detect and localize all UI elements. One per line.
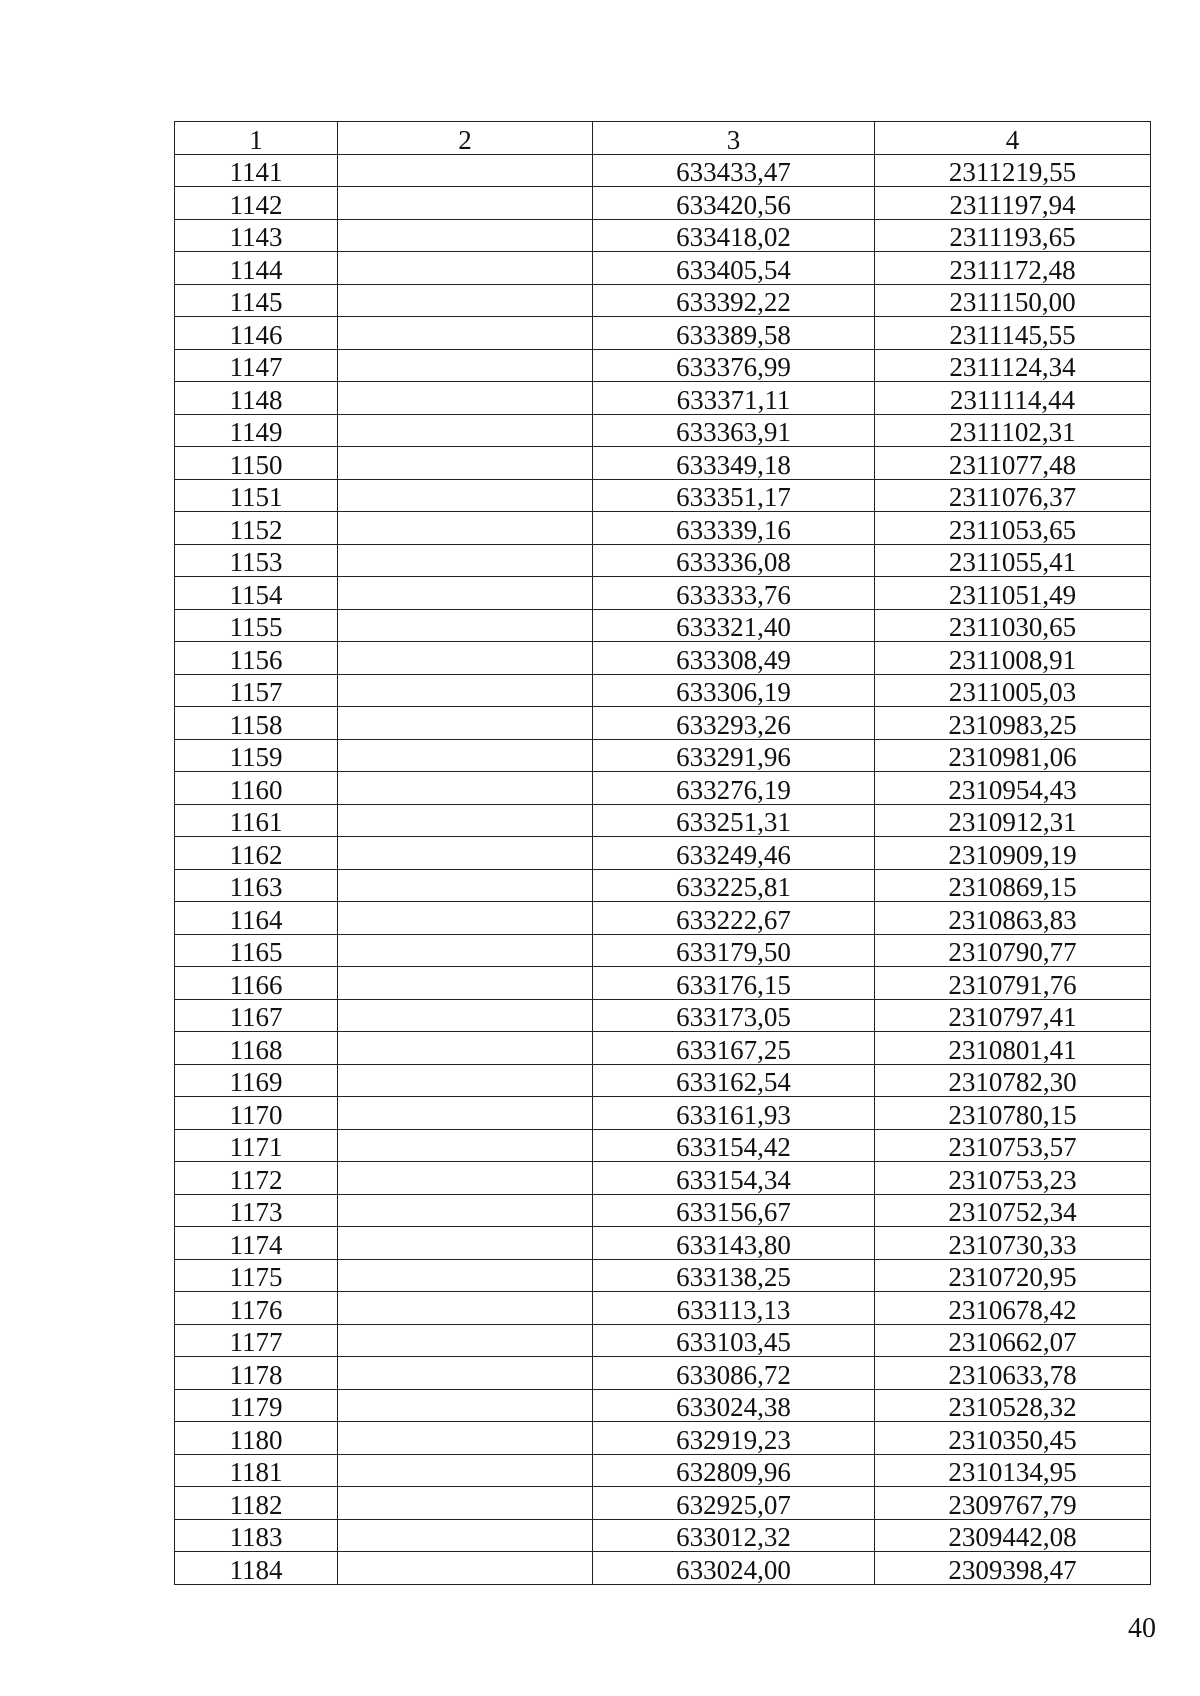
table-cell-col-2 bbox=[338, 642, 593, 675]
table-cell-col-1: 1181 bbox=[175, 1454, 338, 1487]
table-cell-col-1: 1184 bbox=[175, 1552, 338, 1585]
table-cell-col-1: 1159 bbox=[175, 739, 338, 772]
table-cell-col-2 bbox=[338, 577, 593, 610]
table-cell-col-3: 633392,22 bbox=[593, 284, 875, 317]
table-cell-col-1: 1177 bbox=[175, 1324, 338, 1357]
table-row bbox=[175, 707, 1151, 740]
table-cell-col-4: 2311197,94 bbox=[875, 187, 1151, 220]
table-cell-col-2 bbox=[338, 869, 593, 902]
table-row bbox=[175, 934, 1151, 967]
table-cell-col-3: 633339,16 bbox=[593, 512, 875, 545]
table-cell-col-3: 633371,11 bbox=[593, 382, 875, 415]
table-cell-col-4: 2309398,47 bbox=[875, 1552, 1151, 1585]
table-cell-col-1: 1141 bbox=[175, 154, 338, 187]
table-row bbox=[175, 284, 1151, 317]
table-cell-col-3: 633306,19 bbox=[593, 674, 875, 707]
table-cell-col-1: 1180 bbox=[175, 1422, 338, 1455]
table-row bbox=[175, 252, 1151, 285]
table-cell-col-4: 2310780,15 bbox=[875, 1097, 1151, 1130]
table-cell-col-3: 633222,67 bbox=[593, 902, 875, 935]
table-row bbox=[175, 1032, 1151, 1065]
table-row bbox=[175, 1129, 1151, 1162]
table-cell-col-1: 1153 bbox=[175, 544, 338, 577]
table-cell-col-2 bbox=[338, 1064, 593, 1097]
table-cell-col-3: 633308,49 bbox=[593, 642, 875, 675]
table-cell-col-2 bbox=[338, 382, 593, 415]
table-cell-col-3: 633293,26 bbox=[593, 707, 875, 740]
table-cell-col-1: 1149 bbox=[175, 414, 338, 447]
table-cell-col-2 bbox=[338, 902, 593, 935]
table-cell-col-2 bbox=[338, 1097, 593, 1130]
table-cell-col-4: 2311055,41 bbox=[875, 544, 1151, 577]
table-cell-col-4: 2311077,48 bbox=[875, 447, 1151, 480]
table-cell-col-4: 2310633,78 bbox=[875, 1357, 1151, 1390]
table-row bbox=[175, 674, 1151, 707]
table-cell-col-1: 1161 bbox=[175, 804, 338, 837]
table-cell-col-2 bbox=[338, 934, 593, 967]
table-cell-col-3: 633418,02 bbox=[593, 219, 875, 252]
table-cell-col-1: 1174 bbox=[175, 1227, 338, 1260]
table-body bbox=[175, 154, 1151, 1584]
table-row bbox=[175, 967, 1151, 1000]
table-cell-col-2 bbox=[338, 544, 593, 577]
table-cell-col-4: 2309442,08 bbox=[875, 1519, 1151, 1552]
table-row bbox=[175, 609, 1151, 642]
table-cell-col-4: 2310753,57 bbox=[875, 1129, 1151, 1162]
table-cell-col-1: 1175 bbox=[175, 1259, 338, 1292]
table-cell-col-4: 2311053,65 bbox=[875, 512, 1151, 545]
table-cell-col-2 bbox=[338, 1162, 593, 1195]
table-row bbox=[175, 479, 1151, 512]
table-row bbox=[175, 187, 1151, 220]
table-row bbox=[175, 1227, 1151, 1260]
table-cell-col-1: 1144 bbox=[175, 252, 338, 285]
table-row bbox=[175, 739, 1151, 772]
table-row bbox=[175, 902, 1151, 935]
table-row bbox=[175, 642, 1151, 675]
table-cell-col-2 bbox=[338, 999, 593, 1032]
table-cell-col-2 bbox=[338, 1227, 593, 1260]
table-cell-col-1: 1142 bbox=[175, 187, 338, 220]
table-row bbox=[175, 1194, 1151, 1227]
table-cell-col-4: 2310720,95 bbox=[875, 1259, 1151, 1292]
table-cell-col-2 bbox=[338, 414, 593, 447]
table-cell-col-3: 633176,15 bbox=[593, 967, 875, 1000]
table-cell-col-4: 2311145,55 bbox=[875, 317, 1151, 350]
table-cell-col-1: 1163 bbox=[175, 869, 338, 902]
table-cell-col-2 bbox=[338, 967, 593, 1000]
table-cell-col-2 bbox=[338, 1519, 593, 1552]
table-cell-col-2 bbox=[338, 1357, 593, 1390]
table-cell-col-2 bbox=[338, 1259, 593, 1292]
table-cell-col-4: 2311076,37 bbox=[875, 479, 1151, 512]
table-cell-col-3: 633143,80 bbox=[593, 1227, 875, 1260]
table-cell-col-4: 2311193,65 bbox=[875, 219, 1151, 252]
table-cell-col-1: 1154 bbox=[175, 577, 338, 610]
table-cell-col-2 bbox=[338, 1194, 593, 1227]
table-cell-col-2 bbox=[338, 1454, 593, 1487]
table-cell-col-3: 632925,07 bbox=[593, 1487, 875, 1520]
table-cell-col-3: 633012,32 bbox=[593, 1519, 875, 1552]
table-cell-col-3: 633333,76 bbox=[593, 577, 875, 610]
table-cell-col-3: 633389,58 bbox=[593, 317, 875, 350]
table-cell-col-2 bbox=[338, 447, 593, 480]
table-cell-col-4: 2310954,43 bbox=[875, 772, 1151, 805]
table-cell-col-1: 1150 bbox=[175, 447, 338, 480]
table-row bbox=[175, 1389, 1151, 1422]
table-cell-col-3: 633433,47 bbox=[593, 154, 875, 187]
table-cell-col-4: 2310790,77 bbox=[875, 934, 1151, 967]
table-cell-col-3: 633276,19 bbox=[593, 772, 875, 805]
table-cell-col-3: 632809,96 bbox=[593, 1454, 875, 1487]
table-cell-col-1: 1178 bbox=[175, 1357, 338, 1390]
table-cell-col-2 bbox=[338, 1292, 593, 1325]
table-cell-col-2 bbox=[338, 1389, 593, 1422]
table-cell-col-1: 1156 bbox=[175, 642, 338, 675]
table-cell-col-2 bbox=[338, 1324, 593, 1357]
table-cell-col-4: 2310983,25 bbox=[875, 707, 1151, 740]
table-cell-col-2 bbox=[338, 609, 593, 642]
table-cell-col-3: 633376,99 bbox=[593, 349, 875, 382]
table-cell-col-2 bbox=[338, 1552, 593, 1585]
table-cell-col-3: 632919,23 bbox=[593, 1422, 875, 1455]
table-cell-col-4: 2310801,41 bbox=[875, 1032, 1151, 1065]
table-cell-col-2 bbox=[338, 187, 593, 220]
table-cell-col-1: 1170 bbox=[175, 1097, 338, 1130]
table-cell-col-2 bbox=[338, 349, 593, 382]
table-row bbox=[175, 512, 1151, 545]
table-cell-col-2 bbox=[338, 1487, 593, 1520]
table-cell-col-1: 1183 bbox=[175, 1519, 338, 1552]
table-cell-col-4: 2311172,48 bbox=[875, 252, 1151, 285]
table-row bbox=[175, 1259, 1151, 1292]
table-cell-col-4: 2311114,44 bbox=[875, 382, 1151, 415]
table-cell-col-1: 1165 bbox=[175, 934, 338, 967]
table-cell-col-3: 633173,05 bbox=[593, 999, 875, 1032]
table-row bbox=[175, 1357, 1151, 1390]
table-cell-col-4: 2311008,91 bbox=[875, 642, 1151, 675]
table-cell-col-2 bbox=[338, 707, 593, 740]
table-cell-col-1: 1145 bbox=[175, 284, 338, 317]
table-cell-col-3: 633162,54 bbox=[593, 1064, 875, 1097]
table-row bbox=[175, 869, 1151, 902]
table-cell-col-4: 2311030,65 bbox=[875, 609, 1151, 642]
table-cell-col-3: 633321,40 bbox=[593, 609, 875, 642]
table-cell-col-3: 633251,31 bbox=[593, 804, 875, 837]
table-cell-col-2 bbox=[338, 739, 593, 772]
table-cell-col-4: 2310678,42 bbox=[875, 1292, 1151, 1325]
table-row bbox=[175, 577, 1151, 610]
table-row bbox=[175, 382, 1151, 415]
table-cell-col-3: 633156,67 bbox=[593, 1194, 875, 1227]
table-cell-col-1: 1147 bbox=[175, 349, 338, 382]
table-cell-col-1: 1160 bbox=[175, 772, 338, 805]
table-cell-col-1: 1173 bbox=[175, 1194, 338, 1227]
table-cell-col-3: 633167,25 bbox=[593, 1032, 875, 1065]
table-cell-col-4: 2310752,34 bbox=[875, 1194, 1151, 1227]
table-row bbox=[175, 349, 1151, 382]
table-cell-col-1: 1143 bbox=[175, 219, 338, 252]
table-cell-col-1: 1171 bbox=[175, 1129, 338, 1162]
table-row bbox=[175, 544, 1151, 577]
table-cell-col-2 bbox=[338, 284, 593, 317]
table-cell-col-3: 633024,38 bbox=[593, 1389, 875, 1422]
table-cell-col-2 bbox=[338, 837, 593, 870]
table-cell-col-1: 1158 bbox=[175, 707, 338, 740]
table-cell-col-4: 2310662,07 bbox=[875, 1324, 1151, 1357]
table-row bbox=[175, 1552, 1151, 1585]
table-cell-col-3: 633138,25 bbox=[593, 1259, 875, 1292]
table-row bbox=[175, 447, 1151, 480]
table-row bbox=[175, 837, 1151, 870]
table-cell-col-4: 2310753,23 bbox=[875, 1162, 1151, 1195]
table-cell-col-1: 1155 bbox=[175, 609, 338, 642]
table-cell-col-3: 633291,96 bbox=[593, 739, 875, 772]
table-cell-col-3: 633420,56 bbox=[593, 187, 875, 220]
page-number: 40 bbox=[1128, 1613, 1156, 1644]
table-row bbox=[175, 999, 1151, 1032]
table-cell-col-3: 633363,91 bbox=[593, 414, 875, 447]
table-row bbox=[175, 1487, 1151, 1520]
header-col-3: 3 bbox=[593, 122, 875, 155]
table-cell-col-1: 1168 bbox=[175, 1032, 338, 1065]
table-row bbox=[175, 1097, 1151, 1130]
table-cell-col-2 bbox=[338, 512, 593, 545]
table-cell-col-3: 633349,18 bbox=[593, 447, 875, 480]
table-cell-col-4: 2310134,95 bbox=[875, 1454, 1151, 1487]
table-cell-col-4: 2310791,76 bbox=[875, 967, 1151, 1000]
table-row bbox=[175, 1162, 1151, 1195]
table-cell-col-1: 1157 bbox=[175, 674, 338, 707]
table-cell-col-3: 633249,46 bbox=[593, 837, 875, 870]
table-cell-col-1: 1176 bbox=[175, 1292, 338, 1325]
table-cell-col-4: 2310909,19 bbox=[875, 837, 1151, 870]
table-row bbox=[175, 219, 1151, 252]
table-cell-col-1: 1169 bbox=[175, 1064, 338, 1097]
table-cell-col-3: 633103,45 bbox=[593, 1324, 875, 1357]
table-cell-col-4: 2311102,31 bbox=[875, 414, 1151, 447]
table-row bbox=[175, 1064, 1151, 1097]
table-cell-col-4: 2310863,83 bbox=[875, 902, 1151, 935]
table-cell-col-4: 2310797,41 bbox=[875, 999, 1151, 1032]
table-cell-col-1: 1162 bbox=[175, 837, 338, 870]
table-cell-col-1: 1167 bbox=[175, 999, 338, 1032]
table-cell-col-1: 1166 bbox=[175, 967, 338, 1000]
table-cell-col-4: 2309767,79 bbox=[875, 1487, 1151, 1520]
table-cell-col-4: 2310912,31 bbox=[875, 804, 1151, 837]
table-cell-col-1: 1151 bbox=[175, 479, 338, 512]
coordinates-table bbox=[174, 121, 1151, 1585]
table-cell-col-3: 633336,08 bbox=[593, 544, 875, 577]
table-cell-col-2 bbox=[338, 772, 593, 805]
table-row bbox=[175, 1324, 1151, 1357]
table-cell-col-4: 2311051,49 bbox=[875, 577, 1151, 610]
table-row bbox=[175, 772, 1151, 805]
table-cell-col-2 bbox=[338, 1422, 593, 1455]
table-cell-col-1: 1172 bbox=[175, 1162, 338, 1195]
header-col-4: 4 bbox=[875, 122, 1151, 155]
table-cell-col-2 bbox=[338, 1032, 593, 1065]
table-cell-col-3: 633113,13 bbox=[593, 1292, 875, 1325]
table-cell-col-1: 1148 bbox=[175, 382, 338, 415]
table-cell-col-1: 1179 bbox=[175, 1389, 338, 1422]
table-row bbox=[175, 154, 1151, 187]
table-cell-col-4: 2310869,15 bbox=[875, 869, 1151, 902]
table-row bbox=[175, 414, 1151, 447]
table-cell-col-2 bbox=[338, 317, 593, 350]
table-row bbox=[175, 1454, 1151, 1487]
table-cell-col-4: 2311005,03 bbox=[875, 674, 1151, 707]
table-cell-col-1: 1146 bbox=[175, 317, 338, 350]
table-cell-col-3: 633024,00 bbox=[593, 1552, 875, 1585]
table-cell-col-2 bbox=[338, 1129, 593, 1162]
table-cell-col-3: 633154,42 bbox=[593, 1129, 875, 1162]
table-cell-col-1: 1182 bbox=[175, 1487, 338, 1520]
table-cell-col-2 bbox=[338, 252, 593, 285]
table-cell-col-4: 2310981,06 bbox=[875, 739, 1151, 772]
table-cell-col-1: 1152 bbox=[175, 512, 338, 545]
table-cell-col-4: 2310730,33 bbox=[875, 1227, 1151, 1260]
header-col-2: 2 bbox=[338, 122, 593, 155]
table-cell-col-2 bbox=[338, 154, 593, 187]
table-cell-col-3: 633179,50 bbox=[593, 934, 875, 967]
table-cell-col-1: 1164 bbox=[175, 902, 338, 935]
table-cell-col-3: 633405,54 bbox=[593, 252, 875, 285]
table-row bbox=[175, 1422, 1151, 1455]
table-cell-col-4: 2310528,32 bbox=[875, 1389, 1151, 1422]
table-cell-col-3: 633161,93 bbox=[593, 1097, 875, 1130]
header-col-1: 1 bbox=[175, 122, 338, 155]
table-header bbox=[175, 122, 1151, 155]
table-row bbox=[175, 1519, 1151, 1552]
table-cell-col-3: 633154,34 bbox=[593, 1162, 875, 1195]
table-cell-col-4: 2311150,00 bbox=[875, 284, 1151, 317]
table-cell-col-2 bbox=[338, 804, 593, 837]
table-cell-col-4: 2311124,34 bbox=[875, 349, 1151, 382]
table-cell-col-4: 2310350,45 bbox=[875, 1422, 1151, 1455]
header-row bbox=[175, 122, 1151, 155]
table-cell-col-3: 633351,17 bbox=[593, 479, 875, 512]
table-cell-col-3: 633086,72 bbox=[593, 1357, 875, 1390]
table-cell-col-4: 2310782,30 bbox=[875, 1064, 1151, 1097]
table-cell-col-2 bbox=[338, 674, 593, 707]
table-row bbox=[175, 1292, 1151, 1325]
table-cell-col-3: 633225,81 bbox=[593, 869, 875, 902]
table-cell-col-4: 2311219,55 bbox=[875, 154, 1151, 187]
table-row bbox=[175, 317, 1151, 350]
table-row bbox=[175, 804, 1151, 837]
table-cell-col-2 bbox=[338, 219, 593, 252]
table-cell-col-2 bbox=[338, 479, 593, 512]
